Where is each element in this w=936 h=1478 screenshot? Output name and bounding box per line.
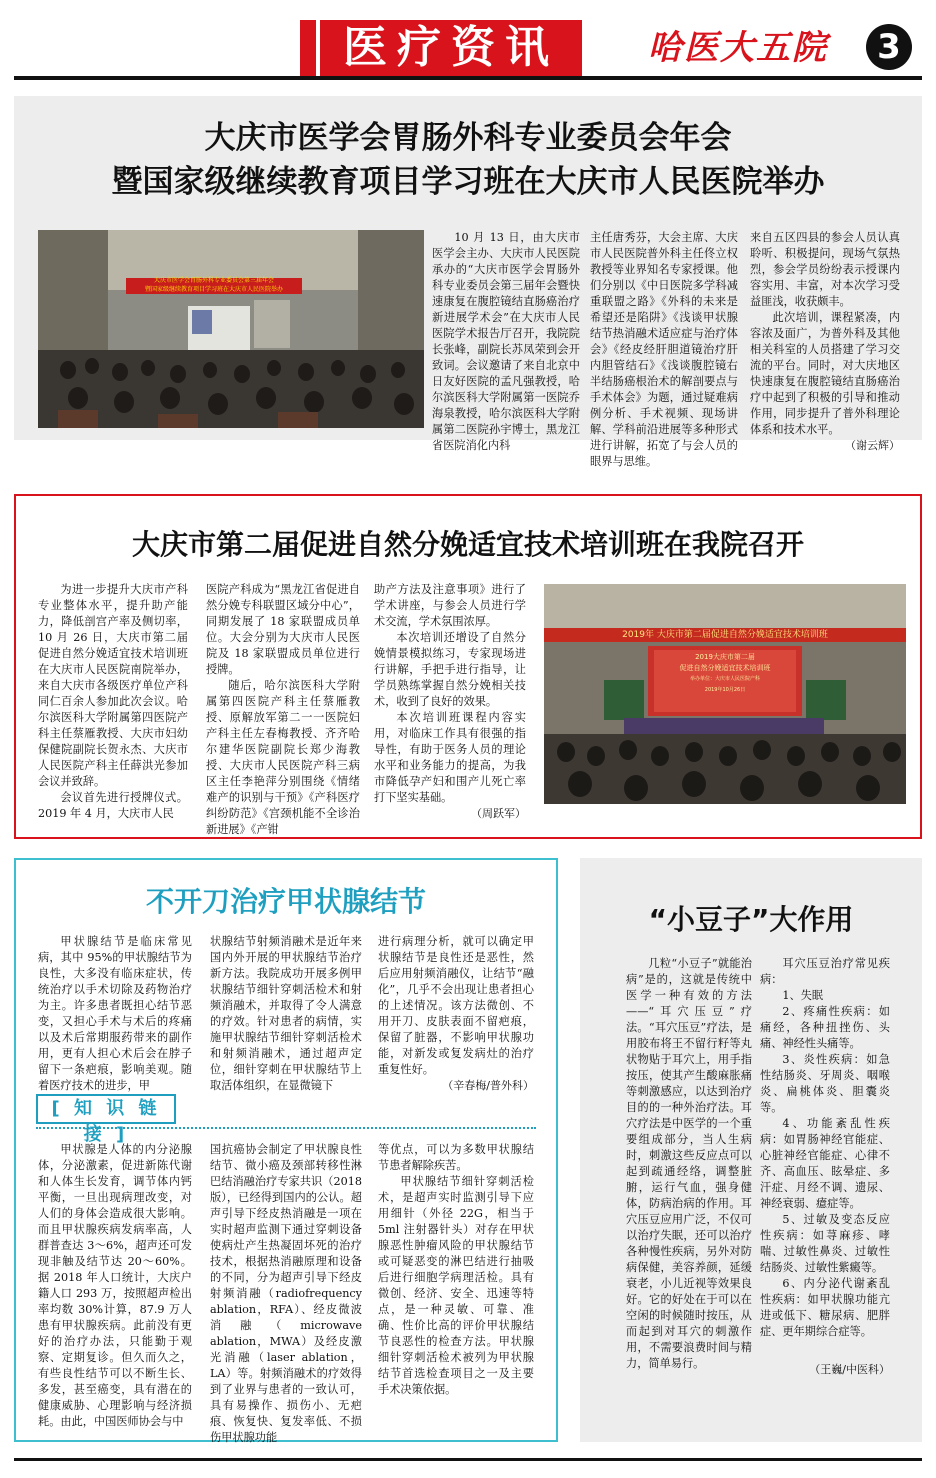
article-gastro-conference (14, 96, 922, 468)
byline: （辛春梅/普外科） (442, 1079, 534, 1092)
article-title: “小豆子”大作用 (648, 903, 854, 936)
page-number: 3 (866, 24, 912, 70)
article2-column3 (374, 582, 526, 822)
paragraph: 本次培训班课程内容实用，对临床工作具有很强的指导性，有助于医务人员的理论水平和业务能力的提高，为我市降低孕产妇和围产儿死亡率打下坚实基础。 (374, 711, 526, 804)
photo-banner: 2019年 大庆市第二届促进自然分娩适宜技术培训班 (622, 630, 828, 640)
list-item: 2、疼痛性疾病：如痛经，各种扭挫伤、头痛、神经性头痛等。 (760, 1005, 890, 1050)
list-item: 4、功能紊乱性疾病：如胃肠神经官能症、心脏神经官能症、心律不齐、高血压、眩晕症、多汗症、月经不调、遗尿、神经衰弱、癔症等。 (760, 1117, 890, 1210)
paragraph: 甲状腺结节细针穿刺活检术，是超声实时监测引导下应用细针（外径 22G，相当于 5ml 注射器针头）对存在甲状腺恶性肿瘤风险的甲状腺结节或可疑恶变的淋巴结进行抽吸后进行细胞学病理活检。具有微创、经济、安全、迅速等特点，是一种灵敏、可靠、准确、性价比高的评价甲状腺结节良恶性的检查方法。甲状腺细针穿刺活检术被列为甲状腺结节首选检查项目之一及主要手术决策依据。 (378, 1175, 534, 1396)
byline: （周跃军） (471, 807, 526, 820)
article-ear-acupressure (580, 858, 922, 1442)
knowledge-column1 (38, 1142, 192, 1430)
article4-column2 (760, 956, 890, 1378)
byline: （谢云辉） (845, 439, 900, 452)
knowledge-column2 (210, 1142, 362, 1446)
training-photo (544, 584, 906, 804)
paragraph: 甲状腺是人体的内分泌腺体，分泌激素，促进新陈代谢和人体生长发育，调节体内钙平衡，一旦出现病理改变，对人们的身体会造成很大影响。而且甲状腺疾病发病率高，人群普查达 3～6%，超声还可发现非触及结节达 20～60%。据 2018 年人口统计，大庆户籍人口 293 万，按照超声检出率均数 30%计算，87.9 万人患有甲状腺疾病。此前没有更好的治疗办法，只能勤于观察、定期复诊。但久而久之，有些良性结节可以不断生长、多发，甚至癌变，具有潜在的健康威胁、心理影响与经济损耗。由此，中国医师协会与中 (38, 1143, 192, 1428)
header-rule (14, 76, 922, 80)
section-title: 医疗资讯 (343, 22, 559, 73)
article-title: 不开刀治疗甲状腺结节 (145, 885, 426, 918)
article-title-line2: 暨国家级继续教育项目学习班在大庆市人民医院举办 (111, 164, 825, 200)
paragraph: 10 月 13 日，由大庆市医学会主办、大庆市人民医院承办的“大庆市医学会胃肠外科专业委员会第三届年会暨快速康复在腹腔镜结直肠癌治疗新进展学术会”在大庆市人民医院学术报告厅召开，我院院长张峰，副院长苏凤荣到会开致词。会议邀请了来自北京中日友好医院的孟凡强教授，哈尔滨医科大学附属第一医院乔海泉教授，哈尔滨医科大学附属第二医院孙宇博士，黑龙江省医院消化内科 (432, 231, 580, 452)
article1-column1 (432, 230, 580, 454)
paragraph: 甲状腺结节是临床常见病，其中 95%的甲状腺结节为良性，大多没有临床症状，传统治疗以手术切除及药物治疗为主。许多患者既担心结节恶变，又担心手术与术后的疼痛以及术后常期服药带来的副作用，更有人担心术后会在脖子留下一条疤痕，影响美观。随着医疗技术的进步，甲 (38, 935, 192, 1092)
knowledge-column3 (378, 1142, 534, 1398)
paragraph: 国抗癌协会制定了甲状腺良性结节、微小癌及颈部转移性淋巴结消融治疗专家共识（2018 版），已经得到国内的公认。超声引导下经皮热消融是一项在实时超声监测下通过穿刺设备使病灶产生热凝固坏死的治疗技术，根据热消融原理和设备的不同，分为超声引导下经皮射频消融（radiofrequency ablation，RFA）、经皮微波消融（microwave ablation，MWA）及经皮激光消融（laser ablation，LA）等。射频消融术的疗效得到了业界与患者的一致认可，具有易操作、损伤小、无疤痕、恢复快、复发率低、不损伤甲状腺功能 (210, 1143, 362, 1444)
article1-column2 (590, 230, 738, 470)
paragraph: 为进一步提升大庆市产科专业整体水平，提升助产能力，降低剖宫产率及侧切率，10 月 26 日，大庆市第二届促进自然分娩适宜技术培训班在大庆市人民医院南院举办，来自大庆市各级医疗单位产科同仁百余人参加此次会议。哈尔滨医科大学附属第四医院产科主任蔡雁教授、大庆市妇幼保健院副院长贺永杰、大庆市人民医院产科主任薛洪光参加会议并致辞。 (38, 583, 188, 788)
photo-screen-line2: 促进自然分娩适宜技术培训班 (679, 664, 771, 672)
article3-column2 (210, 934, 362, 1094)
list-item: 1、失眠 (782, 989, 824, 1002)
paragraph: 本次培训还增设了自然分娩情景模拟练习，专家现场进行讲解，手把手进行指导，让学员熟练掌握自然分娩相关技术，收到了良好的效果。 (374, 631, 526, 708)
paragraph: 几粒“小豆子”就能治病”是的，这就是传统中医学一种有效的方法——“耳穴压豆”疗法。“耳穴压豆”疗法，是用胶布将王不留行籽等丸状物贴于耳穴上，用手指按压，使其产生酸麻胀痛等刺激感应，以达到治疗目的的一种外治疗法。耳穴疗法是中医学的一个重要组成部分，当人生病时，刺激这些反应点可以起到疏通经络，调整脏腑，运行气血，强身健体，防病治病的作用。耳穴压豆应用广泛，不仅可以治疗失眠，还可以治疗各种慢性疾病，另外对防病保健，美容养颜，延缓衰老，小儿近视等效果良好。它的好处在于可以在空闲的时候随时按压，从而起到对耳穴的刺激作用，不需要浪费时间与精力，简单易行。 (626, 957, 752, 1370)
paragraph: 来自五区四县的参会人员认真聆听、积极提问，现场气氛热烈，参会学员纷纷表示授课内容实用、丰富，对本次学习受益匪浅，收获颇丰。 (750, 231, 900, 308)
article-title-line1: 大庆市医学会胃肠外科专业委员会年会 (204, 120, 732, 156)
article2-column1 (38, 582, 188, 822)
knowledge-divider (36, 1127, 536, 1130)
paragraph: 医院产科成为“黑龙江省促进自然分娩专科联盟区域分中心”，同期发展了 18 家联盟成员单位。大会分别为大庆市人民医院及 18 家联盟成员单位进行授牌。 (206, 583, 360, 676)
article1-column3 (750, 230, 900, 454)
list-item: 6、内分泌代谢紊乱性疾病：如甲状腺功能亢进或低下、糖尿病、肥胖症、更年期综合症等。 (760, 1277, 890, 1338)
paragraph: 等优点，可以为多数甲状腺结节患者解除疾苦。 (378, 1143, 534, 1172)
article4-column1 (626, 956, 752, 1372)
photo-banner-line2: 暨国家级继续教育项目学习班在大庆市人民医院举办 (144, 286, 283, 293)
list-item: 5、过敏及变态反应性疾病：如荨麻疹、哮喘、过敏性鼻炎、过敏性结肠炎、过敏性紫癜等。 (760, 1213, 890, 1274)
paragraph: 助产方法及注意事项》进行了学术讲座，与参会人员进行学术交流，学术氛围浓厚。 (374, 583, 526, 628)
paragraph: 随后，哈尔滨医科大学附属第四医院产科主任蔡雁教授、原解放军第二一一医院妇产科主任左春梅教授、齐齐哈尔建华医院副院长郑少海教授、大庆市人民医院产科三病区主任李艳萍分别围绕《情绪难产的识别与干预》《产科医疗纠纷防范》《宫颈机能不全诊治新进展》《产钳 (206, 679, 360, 836)
article-title: 大庆市第二届促进自然分娩适宜技术培训班在我院召开 (131, 528, 804, 561)
paragraph: 会议首先进行授牌仪式。2019 年 4 月，大庆市人民 (38, 791, 188, 820)
byline: （王巍/中医科） (809, 1363, 890, 1376)
article3-column3 (378, 934, 534, 1094)
knowledge-link-label: [ 知 识 链 接 ] (36, 1094, 176, 1124)
hospital-logo-text: 哈医大五院 (648, 28, 828, 68)
paragraph: 状腺结节射频消融术是近年来国内外开展的甲状腺结节治疗新方法。我院成功开展多例甲状腺结节细针穿刺活检术和射频消融术，并取得了令人满意的疗效。针对患者的病情，实施甲状腺结节细针穿刺活检术和射频消融术，通过超声定位，细针穿刺在甲状腺结节上取活体组织，在显微镜下 (210, 935, 362, 1092)
photo-screen-line4: 2019年10月26日 (704, 687, 746, 693)
paragraph: 进行病理分析，就可以确定甲状腺结节是良性还是恶性，然后应用射频消融仪，让结节“融化”，几乎不会出现让患者担心的上述情况。该方法微创、不用开刀、皮肤表面不留疤痕，保留了脏器，不影响甲状腺功能，对新发或复发病灶的治疗重复性好。 (378, 935, 534, 1076)
photo-screen-line1: 2019大庆市第二届 (695, 653, 755, 661)
footer-rule (14, 1458, 922, 1461)
header-accent-bar (300, 20, 316, 76)
article3-column1 (38, 934, 192, 1094)
paragraph: 耳穴压豆治疗常见疾病： (760, 957, 890, 986)
paragraph: 主任唐秀芬，大会主席、大庆市人民医院普外科主任佟立权教授等业界知名专家授课。他们分别以《中日医院多学科减重联盟之路》《外科的未来是希望还是陷阱》《浅谈甲状腺结节热消融术适应症与治疗体会》《经皮经肝胆道镜治疗肝内胆管结石》《浅谈腹腔镜右半结肠癌根治术的解剖要点与手术体会》为题，通过疑难病例分析、手术视频、现场讲解、学科前沿进展等多种形式进行讲解，拓宽了与会人员的眼界与思维。 (590, 231, 738, 468)
photo-screen-text (654, 652, 796, 696)
article-thyroid-nodule (14, 858, 558, 1442)
list-item: 3、炎性疾病：如急性结肠炎、牙周炎、咽喉炎、扁桃体炎、胆囊炎等。 (760, 1053, 890, 1114)
photo-banner (126, 276, 302, 294)
photo-screen-line3: 举办单位：大庆市人民医院产科 (689, 676, 760, 682)
paragraph: 此次培训，课程紧凑，内容浓及面广，为普外科及其他相关科室的人员搭建了学习交流的平台。同时，对大庆地区快速康复在腹腔镜结直肠癌治疗中起到了积极的引导和推动作用，同步提升了普外科理论体系和技术水平。 (750, 311, 900, 436)
conference-photo (38, 230, 424, 428)
article2-column2 (206, 582, 360, 838)
photo-banner-line1: 大庆市医学会胃肠外科专业委员会第三届年会 (153, 277, 274, 284)
article-natural-birth-training (14, 494, 922, 839)
